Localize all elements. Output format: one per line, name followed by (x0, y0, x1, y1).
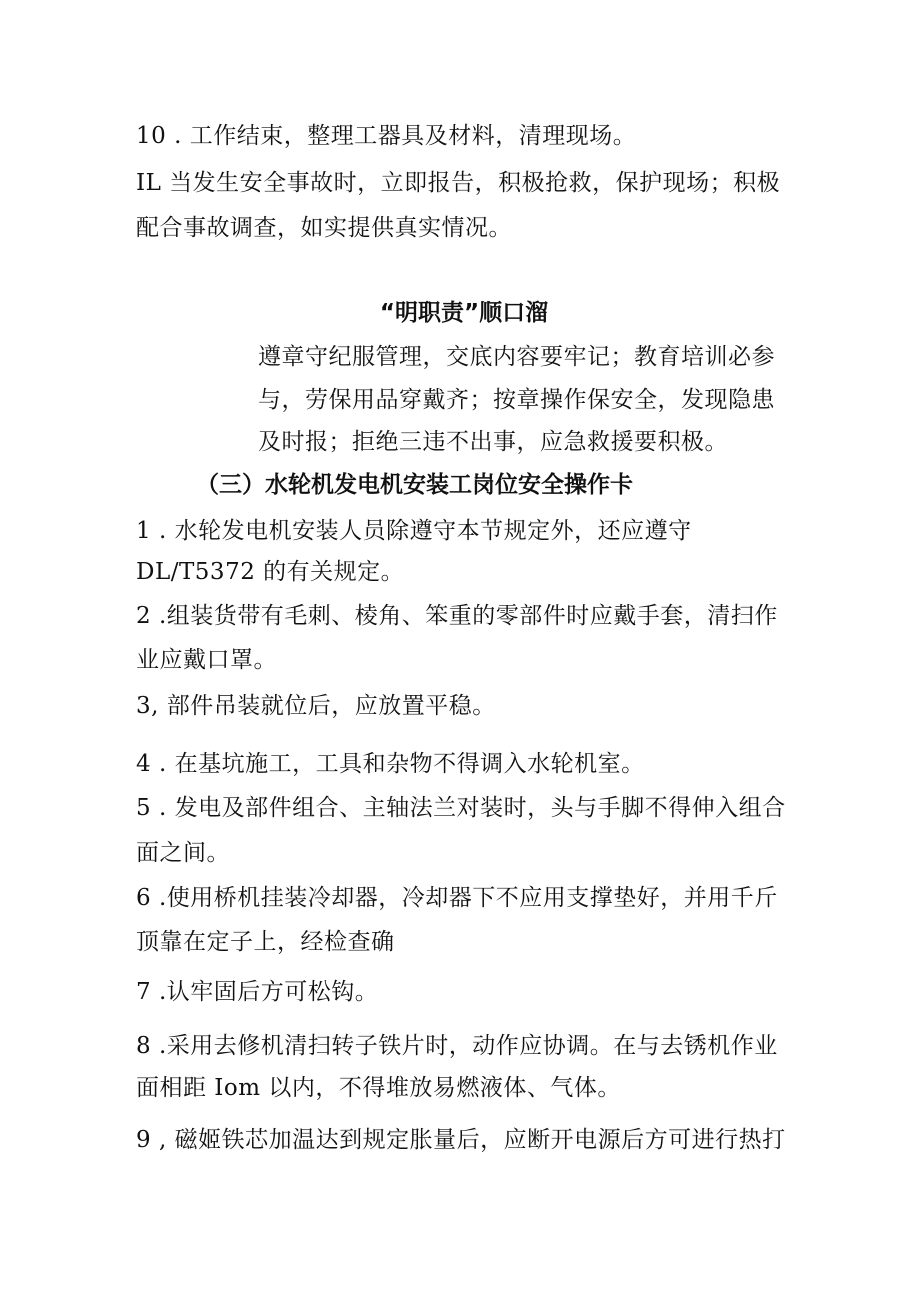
jingle-title: “明职责”顺口溜 (379, 300, 549, 326)
jingle-line: 与，劳保用品穿戴齐；按章操作保安全，发现隐患 (258, 387, 775, 413)
paragraph-line: 2 .组装货带有毛刺、棱角、笨重的零部件时应戴手套，清扫作 (136, 603, 778, 629)
paragraph-line: DL/T5372 的有关规定。 (136, 559, 405, 585)
paragraph-line: 5 . 发电及部件组合、主轴法兰对装时，头与手脚不得伸入组合 (136, 795, 786, 821)
paragraph-line: 7 .认牢固后方可松钩。 (136, 979, 379, 1005)
paragraph-line: 面之间。 (136, 840, 230, 866)
paragraph-line: IL 当发生安全事故时，立即报告，积极抢救，保护现场；积极 (136, 170, 781, 196)
paragraph-line: 1 . 水轮发电机安装人员除遵守本节规定外，还应遵守 (136, 518, 692, 544)
paragraph-line: 9 , 磁姬铁芯加温达到规定胀量后，应断开电源后方可进行热打 (136, 1127, 786, 1153)
paragraph-line: 4 . 在基坑施工，工具和杂物不得调入水轮机室。 (136, 751, 645, 777)
paragraph-line: 业应戴口罩。 (136, 647, 277, 673)
paragraph-line: 10 . 工作结束，整理工器具及材料，清理现场。 (136, 123, 637, 149)
paragraph-line: 6 .使用桥机挂装冷却器，冷却器下不应用支撑垫好，并用千斤 (136, 885, 778, 911)
paragraph-line: 顶靠在定子上，经检查确 (136, 929, 395, 955)
jingle-line: 遵章守纪服管理，交底内容要牢记；教育培训必参 (258, 344, 775, 370)
jingle-line: 及时报；拒绝三违不出事，应急救援要积极。 (258, 429, 728, 455)
section-heading: （三）水轮机发电机安装工岗位安全操作卡 (196, 472, 633, 498)
paragraph-line: 3, 部件吊装就位后，应放置平稳。 (136, 693, 496, 719)
paragraph-line: 配合事故调查，如实提供真实情况。 (136, 215, 512, 241)
paragraph-line: 8 .采用去修机清扫转子铁片时，动作应协调。在与去锈机作业 (136, 1033, 778, 1059)
paragraph-line: 面相距 Iom 以内，不得堆放易燃液体、气体。 (136, 1075, 621, 1101)
